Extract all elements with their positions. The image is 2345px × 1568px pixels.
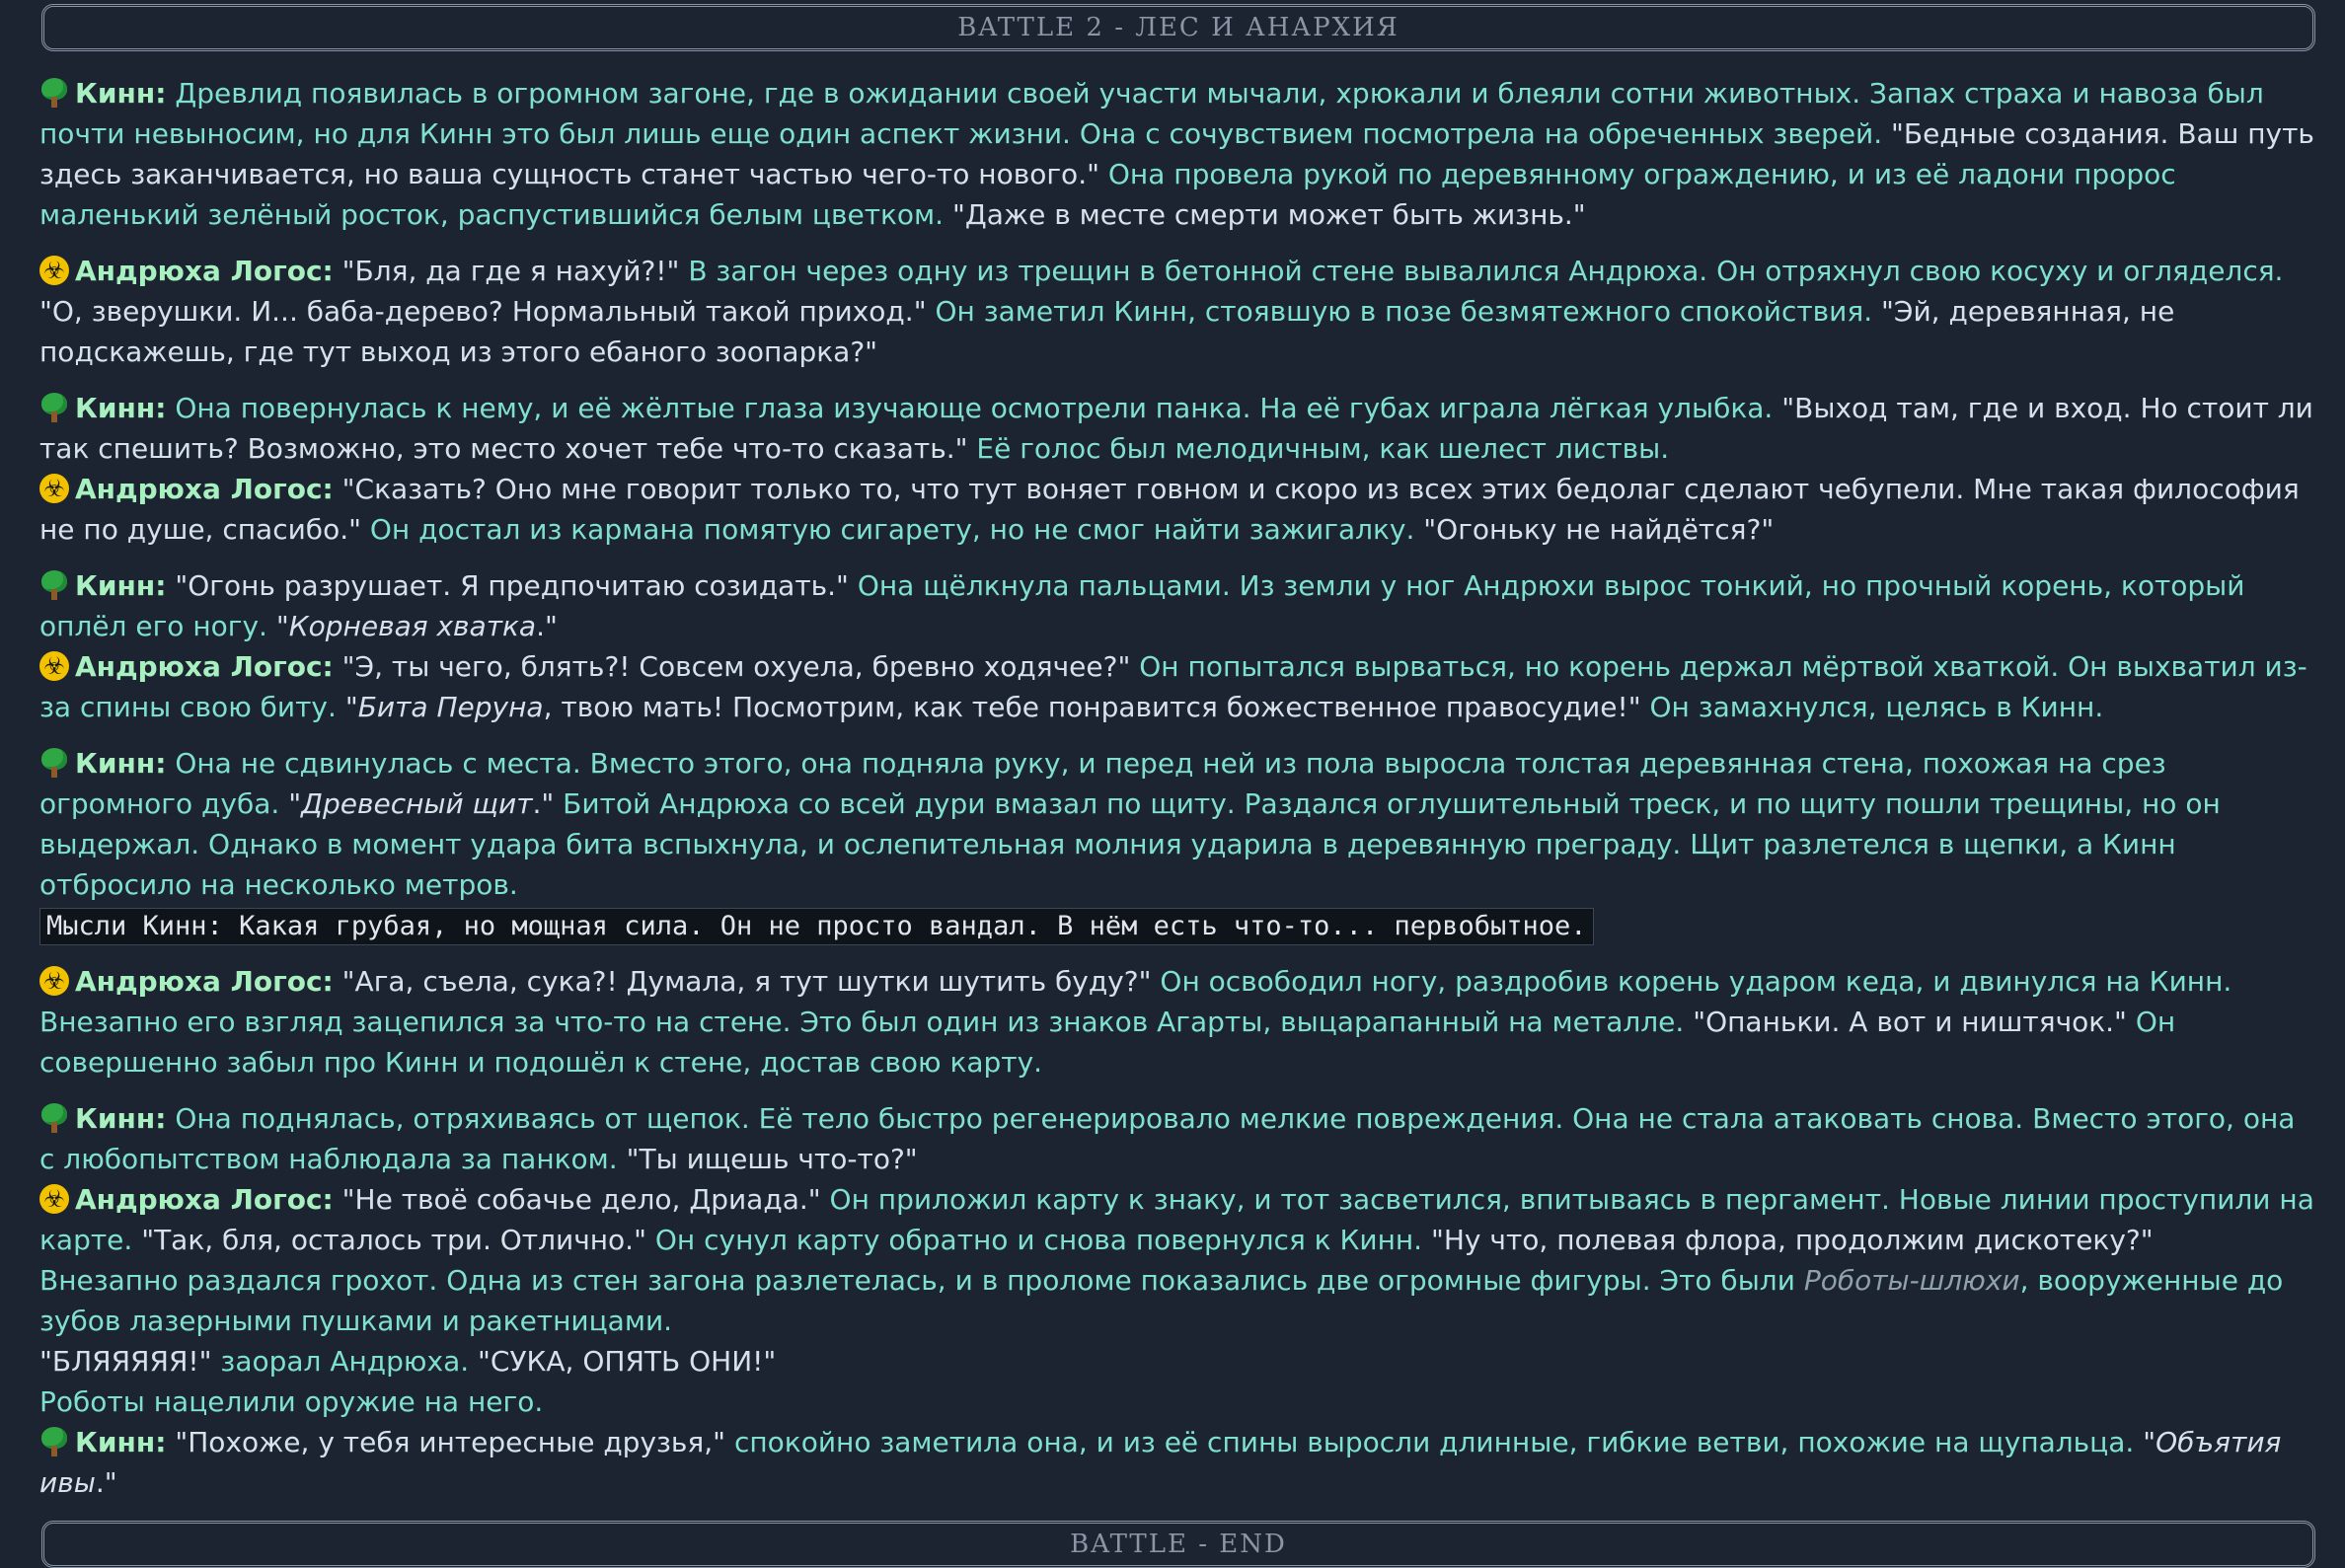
dialogue: "Опаньки. А вот и ништячок." [1693,1006,2127,1038]
dialogue: , твою мать! Посмотрим, как тебе понравится божественное правосудие!" [543,691,1641,723]
dialogue: " [288,787,302,820]
dialogue: "Бля, да где я нахуй?!" [341,255,680,287]
battle-end-banner [41,1521,2315,1568]
deciduous-tree-icon [39,570,69,600]
narration: Битой Андрюха со всей дури вмазал по щиту. Раздался оглушительный треск, и по щиту пошли трещины, но он выдержал. Однако в момент удара бита вспыхнула, и ослепительная молния ударила в деревянную преграду. Щит разлетелся в щепки, а Кинн отбросило на несколько метров. [39,787,2221,901]
speaker-name: Кинн: [75,392,167,424]
enemy-name: Роботы-шлюхи [1803,1264,2020,1297]
speaker-name: Кинн: [75,569,167,602]
narration: Она не сдвинулась с места. Вместо этого, она подняла руку, и перед ней из пола выросла толстая деревянная стена, похожая на срез огромного дуба. [39,747,2166,820]
dialogue: "Ну что, полевая флора, продолжим дискотеку?" [1431,1224,2154,1256]
dialogue: "Бедные создания. Ваш путь здесь заканчивается, но ваша сущность станет частью чего-то нового." [39,117,2314,190]
message-kinn [39,1422,2315,1503]
biohazard-icon: ☣ [39,1184,69,1214]
narration: , вооруженные до зубов лазерными пушками и ракетницами. [39,1264,2284,1337]
biohazard-icon: ☣ [39,474,69,503]
message-kinn [39,743,2315,905]
dialogue: "Эй, деревянная, не подскажешь, где тут выход из этого ебаного зоопарка?" [39,295,2175,368]
deciduous-tree-icon [39,78,69,108]
deciduous-tree-icon [39,1103,69,1133]
speaker-name: Кинн: [75,1102,167,1135]
message-andryukha [39,251,2315,372]
biohazard-icon: ☣ [39,256,69,285]
dialogue: "Не твоё собачье дело, Дриада." [341,1183,821,1216]
dialogue: " [2143,1426,2156,1458]
dialogue: ." [536,610,558,642]
deciduous-tree-icon [39,748,69,778]
dialogue: "Ага, съела, сука?! Думала, я тут шутки шутить буду?" [341,965,1152,998]
dialogue: "Огоньку не найдётся?" [1423,513,1775,546]
battle-start-title: BATTLE 2 - ЛЕС И АНАРХИЯ [957,12,1399,42]
speaker-name: Кинн: [75,747,167,780]
message-andryukha [39,646,2315,727]
ability-name: Объятия ивы [39,1426,2282,1499]
narration: Он попытался вырваться, но корень держал мёртвой хваткой. Он выхватил из-за спины свою биту. [39,650,2307,723]
dialogue: "Ты ищешь что-то?" [626,1143,918,1175]
message-kinn [39,388,2315,469]
biohazard-icon: ☣ [39,651,69,681]
narration: Древлид появилась в огромном загоне, где в ожидании своей участи мычали, хрюкали и блеяли сотни животных. Запах страха и навоза был почти невыносим, но для Кинн это был лишь еще один аспект жизни. Она с сочувствием посмотрела на обреченных зверей. [39,77,2264,150]
narration: Она провела рукой по деревянному ограждению, и из её ладони пророс маленький зелёный росток, распустившийся белым цветком. [39,158,2176,231]
narration-paragraph [39,1341,2315,1381]
narration: спокойно заметила она, и из её спины выросли длинные, гибкие ветви, похожие на щупальца. [725,1426,2144,1458]
dialogue: "Так, бля, осталось три. Отлично." [141,1224,646,1256]
speaker-name: Андрюха Логос: [75,1183,334,1216]
narration-paragraph [39,1381,2315,1422]
narration: Она поднялась, отряхиваясь от щепок. Её тело быстро регенерировало мелкие повреждения. Она не стала атаковать снова. Вместо этого, она с любопытством наблюдала за панком. [39,1102,2296,1175]
battle-start-banner [41,4,2315,51]
narration: Он совершенно забыл про Кинн и подошёл к стене, достав свою карту. [39,1006,2176,1079]
speaker-name: Андрюха Логос: [75,255,334,287]
message-kinn [39,1098,2315,1179]
chat-log [39,4,2315,1568]
narration: Он освободил ногу, раздробив корень ударом кеда, и двинулся на Кинн. Внезапно его взгляд зацепился за что-то на стене. Это был один из знаков Агарты, выцарапанный на металле. [39,965,2232,1038]
message-andryukha [39,1179,2315,1260]
dialogue: "Э, ты чего, блять?! Совсем охуела, бревно ходячее?" [341,650,1131,683]
narration: Роботы нацелили оружие на него. [39,1385,544,1418]
biohazard-icon: ☣ [39,966,69,996]
speaker-name: Кинн: [75,77,167,110]
narration-paragraph [39,1260,2315,1341]
message-andryukha [39,469,2315,550]
narration: Он замахнулся, целясь в Кинн. [1640,691,2104,723]
narration: Он достал из кармана помятую сигарету, но не смог найти зажигалку. [360,513,1424,546]
dialogue: ." [95,1466,117,1499]
dialogue: "БЛЯЯЯЯЯ!" [39,1345,212,1378]
dialogue: "Даже в месте смерти может быть жизнь." [951,198,1586,231]
dialogue: "Выход там, где и вход. Но стоит ли так спешить? Возможно, это место хочет тебе что-то сказать." [39,392,2313,465]
speaker-name: Кинн: [75,1426,167,1458]
narration: Внезапно раздался грохот. Одна из стен загона разлетелась, и в проломе показались две огромные фигуры. Это были [39,1264,1804,1297]
message-kinn [39,73,2315,235]
ability-name: Древесный щит [301,787,533,820]
ability-name: Корневая хватка [288,610,537,642]
deciduous-tree-icon [39,393,69,422]
narration: заорал Андрюха. [211,1345,479,1378]
narration: Она щёлкнула пальцами. Из земли у ног Андрюхи вырос тонкий, но прочный корень, который оплёл его ногу. [39,569,2245,642]
deciduous-tree-icon [39,1427,69,1456]
speaker-name: Андрюха Логос: [75,965,334,998]
thought-box: Мысли Кинн: Какая грубая, но мощная сила. Он не просто вандал. В нём есть что-то... первобытное. [39,908,1594,945]
battle-end-title: BATTLE - END [1070,1529,1287,1559]
dialogue: "Сказать? Оно мне говорит только то, что тут воняет говном и скоро из всех этих бедолаг сделают чебупели. Мне такая философия не по душе, спасибо." [39,473,2300,546]
narration: Её голос был мелодичным, как шелест листвы. [967,432,1670,465]
dialogue: ." [532,787,555,820]
dialogue: " [344,691,358,723]
dialogue: "Похоже, у тебя интересные друзья," [175,1426,726,1458]
narration: Он сунул карту обратно и снова повернулся к Кинн. [645,1224,1431,1256]
narration: Он приложил карту к знаку, и тот засветился, впитываясь в пергамент. Новые линии проступили на карте. [39,1183,2314,1256]
message-andryukha [39,961,2315,1083]
dialogue: "Огонь разрушает. Я предпочитаю созидать." [175,569,849,602]
speaker-name: Андрюха Логос: [75,473,334,505]
ability-name: Бита Перуна [357,691,544,723]
dialogue: " [275,610,289,642]
dialogue: "СУКА, ОПЯТЬ ОНИ!" [478,1345,777,1378]
narration: Он заметил Кинн, стоявшую в позе безмятежного спокойствия. [926,295,1882,328]
speaker-name: Андрюха Логос: [75,650,334,683]
dialogue: "О, зверушки. И... баба-дерево? Нормальный такой приход." [39,295,927,328]
message-kinn [39,565,2315,646]
narration: Она повернулась к нему, и её жёлтые глаза изучающе осмотрели панка. На её губах играла лёгкая улыбка. [175,392,1782,424]
narration: В загон через одну из трещин в бетонной стене вывалился Андрюха. Он отряхнул свою косуху и огляделся. [679,255,2284,287]
